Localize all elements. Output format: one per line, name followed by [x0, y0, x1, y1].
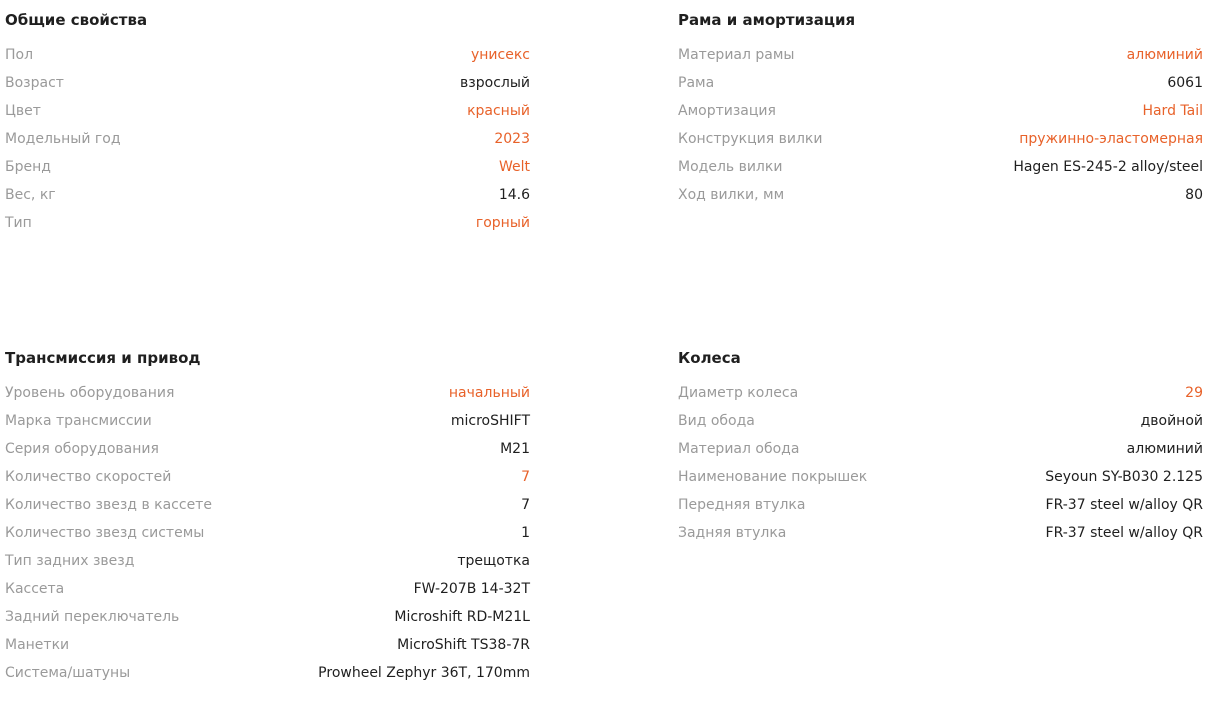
spec-value-link[interactable]: пружинно-эластомерная [1019, 131, 1203, 147]
spec-value: 1 [521, 525, 530, 541]
spec-label: Модель вилки [678, 159, 783, 175]
spec-value: 6061 [1167, 75, 1203, 91]
spec-row [5, 463, 530, 491]
spec-row [678, 407, 1203, 435]
spec-row [5, 435, 530, 463]
spec-row [678, 463, 1203, 491]
spec-row [678, 181, 1203, 209]
spec-value: взрослый [460, 75, 530, 91]
spec-row [678, 97, 1203, 125]
spec-value: Hagen ES-245-2 alloy/steel [1013, 159, 1203, 175]
spec-value: Microshift RD-M21L [394, 609, 530, 625]
spec-value-link[interactable]: горный [475, 215, 530, 231]
spec-label: Рама [678, 75, 715, 91]
spec-row [5, 181, 530, 209]
spec-label: Бренд [5, 159, 51, 175]
spec-label: Диаметр колеса [678, 385, 799, 401]
spec-value: трещотка [457, 553, 530, 569]
spec-value: алюминий [1126, 441, 1203, 457]
spec-label: Материал обода [678, 441, 800, 457]
section-transmission [5, 348, 530, 687]
spec-value: MicroShift TS38-7R [397, 637, 530, 653]
spec-value: 7 [521, 497, 530, 513]
section-title: Трансмиссия и привод [5, 349, 201, 367]
spec-label: Цвет [5, 103, 41, 119]
spec-value-link[interactable]: Welt [498, 159, 530, 175]
spec-value-link[interactable]: 2023 [494, 131, 530, 147]
spec-label: Кассета [5, 581, 65, 597]
spec-list [678, 379, 1203, 547]
spec-label: Задний переключатель [5, 609, 180, 625]
spec-label: Вид обода [678, 413, 755, 429]
section-title: Общие свойства [5, 11, 148, 29]
spec-label: Задняя втулка [678, 525, 787, 541]
spec-row [5, 209, 530, 237]
spec-list [678, 41, 1203, 209]
spec-row [5, 153, 530, 181]
spec-row [678, 519, 1203, 547]
spec-row [678, 125, 1203, 153]
spec-row [5, 97, 530, 125]
spec-label: Манетки [5, 637, 70, 653]
spec-label: Система/шатуны [5, 665, 131, 681]
spec-label: Пол [5, 47, 34, 63]
spec-value-link[interactable]: Hard Tail [1142, 103, 1203, 119]
spec-value: M21 [500, 441, 530, 457]
spec-row [5, 659, 530, 687]
spec-row [678, 491, 1203, 519]
spec-label: Ход вилки, мм [678, 187, 785, 203]
spec-row [678, 379, 1203, 407]
spec-value-link[interactable]: алюминий [1126, 47, 1203, 63]
spec-value: microSHIFT [450, 413, 530, 429]
section-frame-suspension [678, 10, 1203, 209]
spec-value: Prowheel Zephyr 36T, 170mm [318, 665, 530, 681]
spec-label: Наименование покрышек [678, 469, 868, 485]
spec-value: FR-37 steel w/alloy QR [1045, 497, 1203, 513]
spec-label: Количество звезд системы [5, 525, 205, 541]
spec-row [5, 41, 530, 69]
section-title: Колеса [678, 349, 741, 367]
spec-row [678, 41, 1203, 69]
spec-list [5, 379, 530, 687]
section-title: Рама и амортизация [678, 11, 856, 29]
spec-row [5, 69, 530, 97]
spec-label: Вес, кг [5, 187, 56, 203]
spec-label: Модельный год [5, 131, 121, 147]
spec-label: Количество звезд в кассете [5, 497, 212, 513]
section-general-properties [5, 10, 530, 237]
spec-value-link[interactable]: 29 [1185, 385, 1203, 401]
spec-label: Конструкция вилки [678, 131, 823, 147]
spec-row [5, 407, 530, 435]
spec-label: Возраст [5, 75, 64, 91]
spec-row [5, 379, 530, 407]
spec-value-link[interactable]: унисекс [470, 47, 530, 63]
spec-row [5, 575, 530, 603]
spec-value-link[interactable]: начальный [448, 385, 530, 401]
spec-label: Материал рамы [678, 47, 795, 63]
spec-value-link[interactable]: красный [467, 103, 530, 119]
spec-row [5, 547, 530, 575]
section-wheels [678, 348, 1203, 547]
spec-row [5, 603, 530, 631]
spec-value: Seyoun SY-B030 2.125 [1045, 469, 1203, 485]
spec-label: Передняя втулка [678, 497, 806, 513]
spec-value-link[interactable]: 7 [521, 469, 530, 485]
spec-row [5, 519, 530, 547]
spec-label: Уровень оборудования [5, 385, 175, 401]
spec-label: Тип задних звезд [5, 553, 135, 569]
spec-label: Количество скоростей [5, 469, 172, 485]
spec-value: FW-207B 14-32T [413, 581, 530, 597]
spec-value: 14.6 [498, 187, 530, 203]
spec-value: FR-37 steel w/alloy QR [1045, 525, 1203, 541]
spec-row [5, 491, 530, 519]
spec-row [678, 153, 1203, 181]
spec-value: 80 [1185, 187, 1203, 203]
spec-label: Марка трансмиссии [5, 413, 152, 429]
spec-label: Серия оборудования [5, 441, 159, 457]
spec-list [5, 41, 530, 237]
spec-value: двойной [1140, 413, 1203, 429]
spec-label: Тип [5, 215, 32, 231]
spec-row [678, 435, 1203, 463]
spec-label: Амортизация [678, 103, 776, 119]
spec-row [5, 125, 530, 153]
spec-row [678, 69, 1203, 97]
spec-row [5, 631, 530, 659]
